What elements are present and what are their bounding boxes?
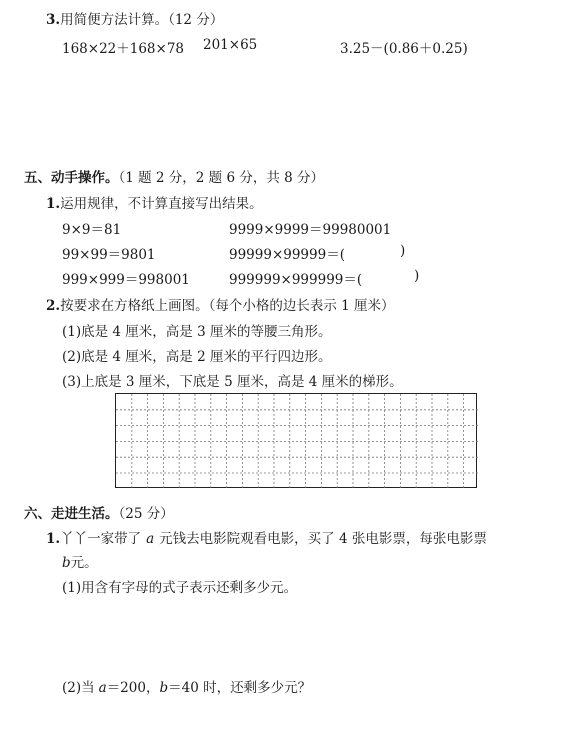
s6-q1-text-a: 丫丫一家带了 bbox=[60, 531, 142, 547]
q3-number: 3. bbox=[46, 12, 61, 28]
q3-points: （12 分） bbox=[168, 12, 224, 28]
var-b: b bbox=[159, 680, 169, 696]
pattern-right-1: 9999×9999＝99980001 bbox=[229, 222, 392, 238]
s6-q1-line2-text: 元。 bbox=[70, 555, 98, 571]
grid-lines bbox=[116, 394, 478, 489]
q3-heading bbox=[46, 8, 223, 28]
pattern-right-2: 99999×99999＝( bbox=[229, 247, 345, 263]
section5-title: 五、动手操作。 bbox=[24, 170, 119, 186]
q3-expr-2: 201×65 bbox=[203, 37, 258, 53]
q3-expr-1: 168×22＋168×78 bbox=[62, 41, 185, 57]
var-a: a bbox=[146, 531, 155, 547]
s6-q1-line2 bbox=[62, 551, 98, 571]
s5-q2-heading bbox=[46, 294, 395, 314]
q3-expr-3: 3.25－(0.86＋0.25) bbox=[340, 41, 468, 57]
s5-q1-heading bbox=[46, 192, 263, 212]
s6-sub2-a: (2)当 bbox=[62, 680, 95, 696]
var-b: b bbox=[62, 555, 71, 571]
s6-q1-sub2 bbox=[62, 676, 311, 696]
s5-q2-item-1: (1)底是 4 厘米，高是 3 厘米的等腰三角形。 bbox=[62, 324, 332, 340]
pattern-left-1: 9×9＝81 bbox=[62, 222, 122, 238]
s5-q2-number: 2. bbox=[46, 298, 61, 314]
pattern-right-3: 999999×999999＝( bbox=[229, 272, 363, 288]
section5-points: （1 题 2 分，2 题 6 分，共 8 分） bbox=[118, 170, 325, 186]
q3-title: 用简便方法计算。 bbox=[60, 12, 169, 28]
s6-q1-number: 1. bbox=[46, 531, 61, 547]
s6-sub2-c: ＝40 时，还剩多少元？ bbox=[168, 680, 312, 696]
section6-title: 六、走进生活。 bbox=[24, 506, 119, 522]
section5-heading bbox=[24, 166, 324, 186]
s6-q1-text-b: 元钱去电影院观看电影，买了 4 张电影票，每张电影票 bbox=[159, 531, 487, 547]
pattern-left-3: 999×999＝998001 bbox=[62, 272, 190, 288]
s5-q2-item-3: (3)上底是 3 厘米，下底是 5 厘米，高是 4 厘米的梯形。 bbox=[62, 374, 403, 390]
answer-blank-close-paren: ) bbox=[414, 268, 420, 284]
s5-q1-text: 运用规律，不计算直接写出结果。 bbox=[60, 196, 263, 212]
s5-q1-number: 1. bbox=[46, 196, 61, 212]
s6-sub2-b: ＝200， bbox=[106, 680, 160, 696]
s6-q1-sub1: (1)用含有字母的式子表示还剩多少元。 bbox=[62, 580, 298, 596]
var-a: a bbox=[98, 680, 107, 696]
s5-q2-item-2: (2)底是 4 厘米，高是 2 厘米的平行四边形。 bbox=[62, 349, 332, 365]
grid-paper[interactable] bbox=[115, 393, 477, 488]
answer-blank-close-paren: ) bbox=[400, 243, 406, 259]
s5-q2-text: 按要求在方格纸上画图。（每个小格的边长表示 1 厘米） bbox=[60, 298, 395, 314]
section6-points: （25 分） bbox=[118, 506, 174, 522]
section6-heading bbox=[24, 502, 174, 522]
s6-q1-line1 bbox=[46, 527, 487, 547]
pattern-left-2: 99×99＝9801 bbox=[62, 247, 156, 263]
